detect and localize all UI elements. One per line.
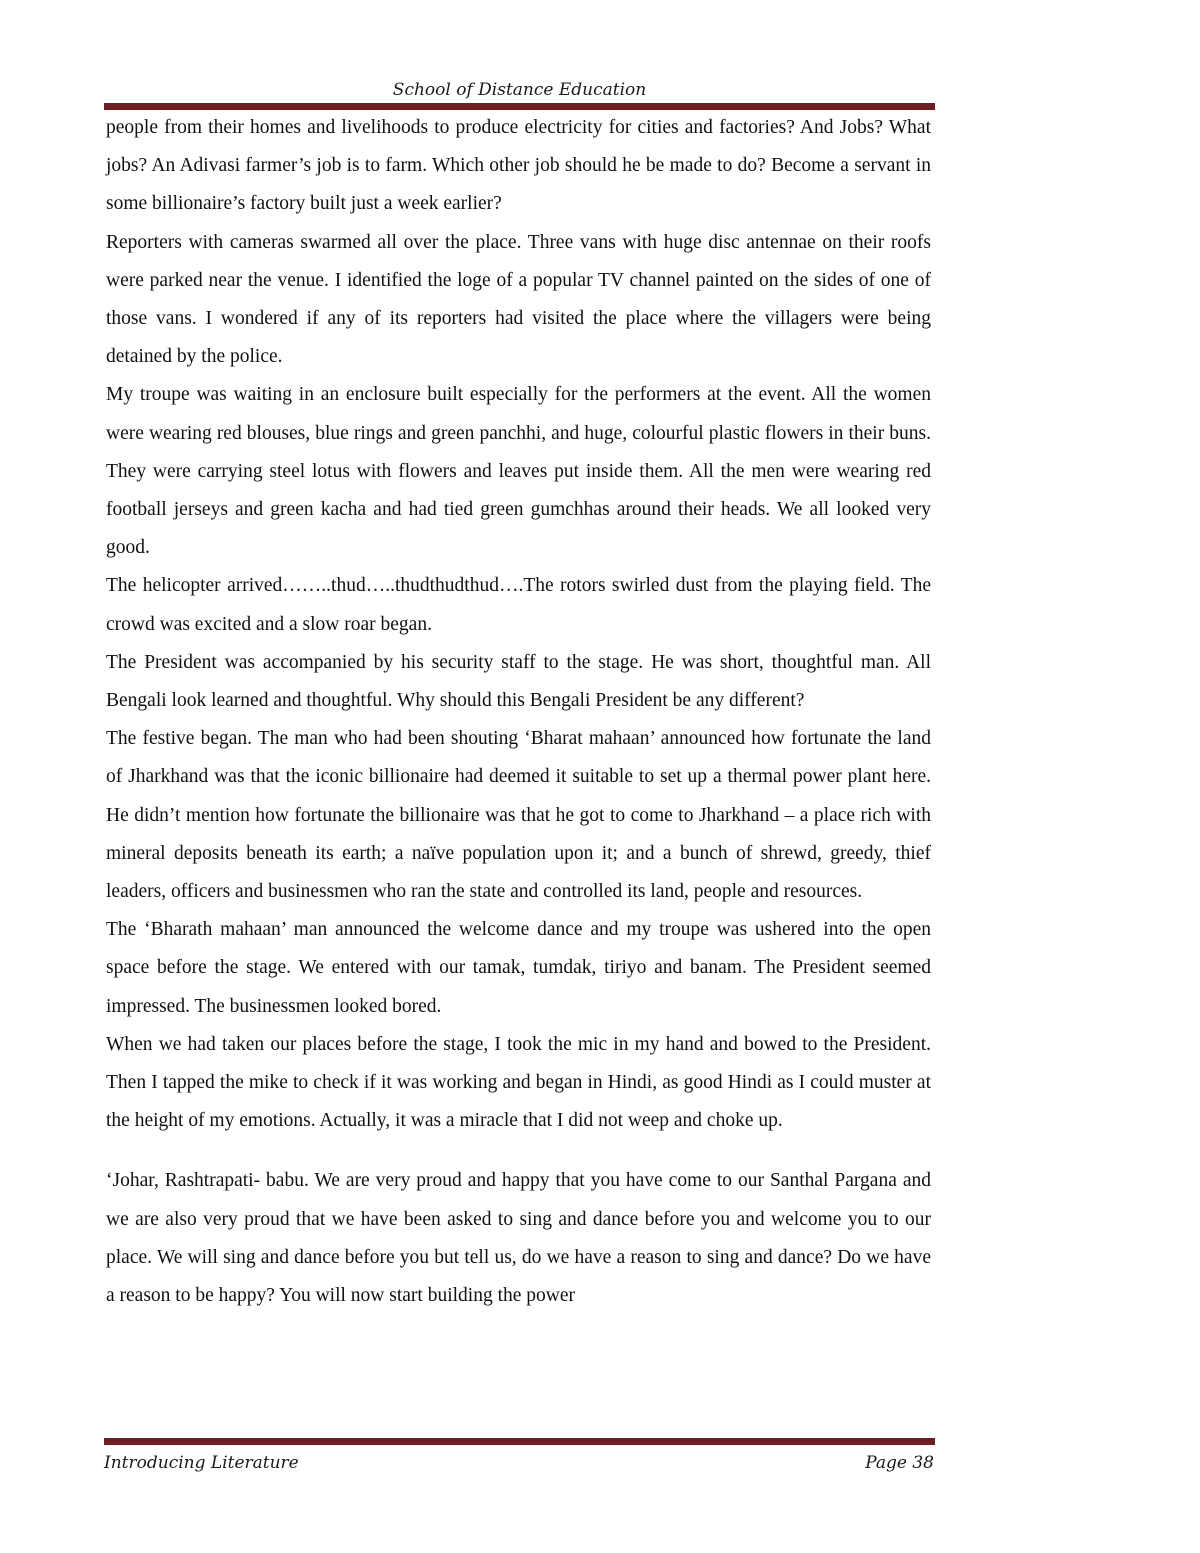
paragraph: My troupe was waiting in an enclosure built especially for the performers at the event. All the women were wearing red blouses, blue rings and green panchhi, and huge, colourful plastic flowers in their buns. They were carrying steel lotus with flowers and leaves put inside them. All the men were wearing red football jerseys and green kacha and had tied green gumchhas around their heads. We all looked very good. [106,384,931,559]
footer-course-title: Introducing Literature [104,1453,299,1473]
page-header-title: School of Distance Education [392,80,647,100]
footer-page-number: Page 38 [865,1453,934,1473]
paragraph: The ‘Bharath mahaan’ man announced the welcome dance and my troupe was ushered into the open space before the stage. We entered with our tamak, tumdak, tiriyo and banam. The President seemed impressed. The businessmen looked bored. [106,919,931,1017]
document-body [106,109,931,1315]
paragraph: ‘Johar, Rashtrapati- babu. We are very proud and happy that you have come to our Santhal Pargana and we are also very proud that we have been asked to sing and dance before you and welcome you to our place. We will sing and dance before you but tell us, do we have a reason to sing and dance? Do we have a reason to be happy? You will now start building the power [106,1170,931,1307]
footer-divider [104,1438,935,1445]
paragraph: When we had taken our places before the stage, I took the mic in my hand and bowed to the President. Then I tapped the mike to check if it was working and began in Hindi, as good Hindi as I could muster at the height of my emotions. Actually, it was a miracle that I did not weep and choke up. [106,1033,931,1132]
paragraph: The President was accompanied by his security staff to the stage. He was short, thoughtful man. All Bengali look learned and thoughtful. Why should this Bengali President be any different? [106,651,931,712]
paragraph: people from their homes and livelihoods to produce electricity for cities and factories? And Jobs? What jobs? An Adivasi farmer’s job is to farm. Which other job should he be made to do? Become a servant in some billionaire’s factory built just a week earlier? [106,117,931,215]
paragraph: The helicopter arrived……..thud…..thudthudthud….The rotors swirled dust from the playing field. The crowd was excited and a slow roar began. [106,575,931,635]
paragraph: The festive began. The man who had been shouting ‘Bharat mahaan’ announced how fortunate the land of Jharkhand was that the iconic billionaire had deemed it suitable to set up a thermal power plant here. He didn’t mention how fortunate the billionaire was that he got to come to Jharkhand – a place rich with mineral deposits beneath its earth; a naïve population upon it; and a bunch of shrewd, greedy, thief leaders, officers and businessmen who ran the state and controlled its land, people and resources. [106,728,931,903]
paragraph: Reporters with cameras swarmed all over the place. Three vans with huge disc antennae on their roofs were parked near the venue. I identified the loge of a popular TV channel painted on the sides of one of those vans. I wondered if any of its reporters had visited the place where the villagers were being detained by the police. [106,231,931,368]
